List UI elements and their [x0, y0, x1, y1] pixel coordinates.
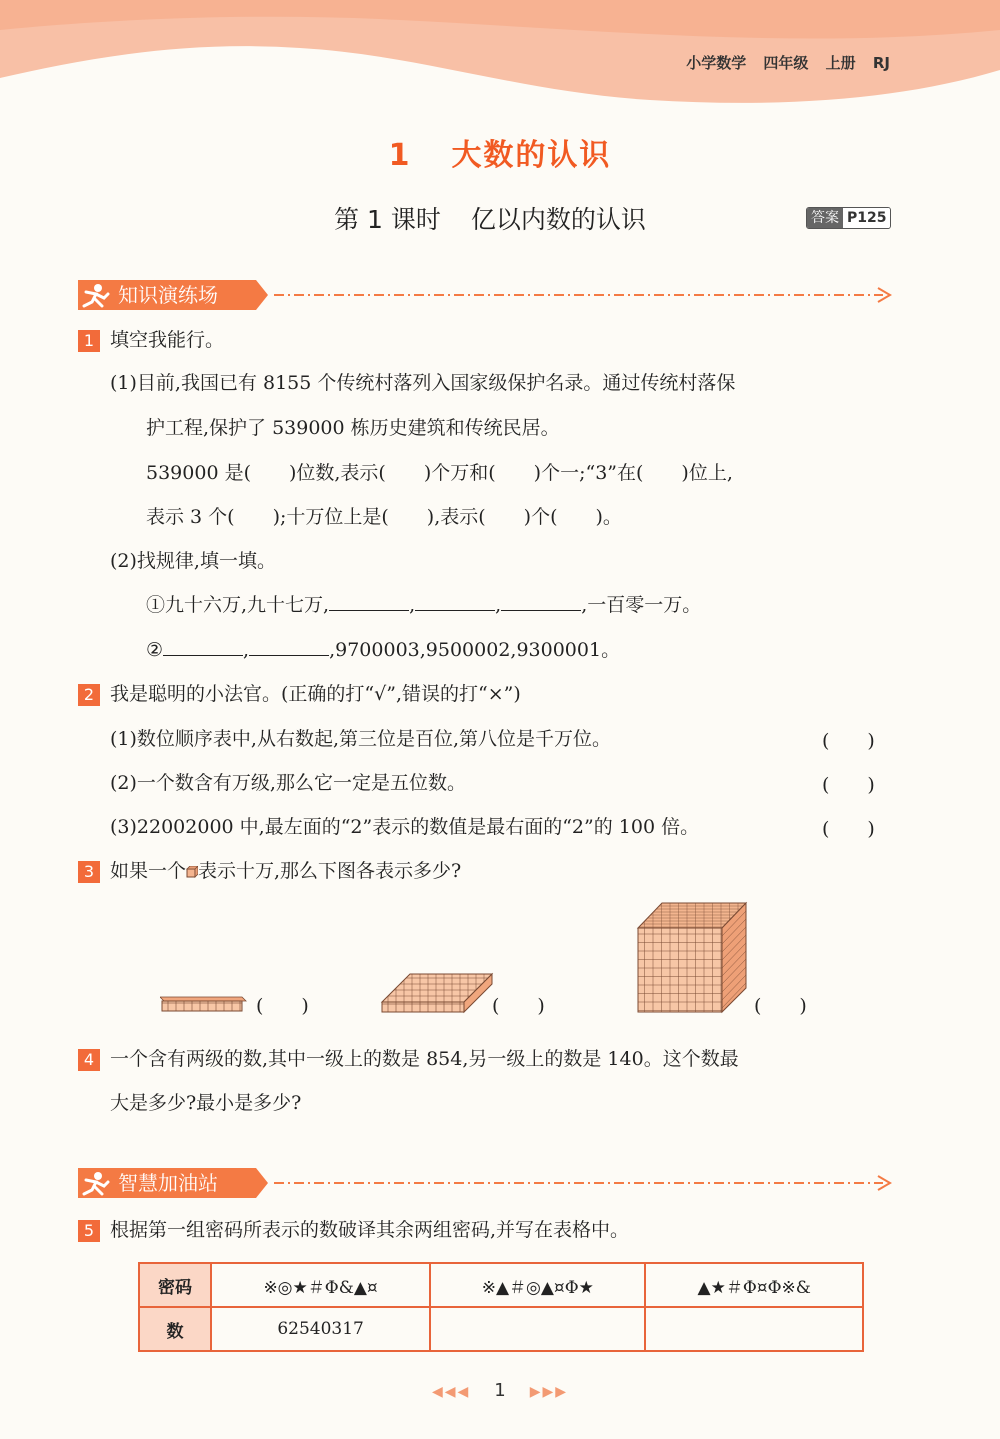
q1-p2-b: ② , ,9700003,9500002,9300001。: [146, 639, 621, 661]
q1-p2-title: (2)找规律,填一填。: [110, 550, 276, 572]
row-label-number: 数: [139, 1307, 211, 1351]
q1-heading: [78, 327, 224, 353]
runner-icon: [80, 1170, 110, 1196]
q1-p2-b-start: ②: [146, 639, 164, 661]
number-cell[interactable]: [645, 1307, 863, 1351]
q1-p2-a: ①九十六万,九十七万, , , ,一百零一万。: [146, 594, 702, 616]
answer-badge: [806, 207, 891, 229]
q4-text-line1: 一个含有两级的数,其中一级上的数是 854,另一级上的数是 140。这个数最: [110, 1048, 739, 1070]
answer-blank[interactable]: [501, 592, 581, 611]
q1-p2-a-end: ,一百零一万。: [581, 594, 702, 616]
q3-answer-paren[interactable]: ( ): [256, 995, 309, 1017]
code-cell: ※▲＃◎▲¤Φ★: [430, 1263, 645, 1307]
runner-icon: [80, 282, 110, 308]
answer-blank[interactable]: [329, 592, 409, 611]
q5-heading: [78, 1217, 629, 1243]
q1-number: 1: [78, 330, 100, 352]
q2-item-2: (2)一个数含有万级,那么它一定是五位数。: [110, 772, 466, 794]
left-arrows-icon: ◀◀◀: [431, 1384, 471, 1400]
page-number: 1: [494, 1380, 506, 1401]
q1-p1-line2: 护工程,保护了 539000 栋历史建筑和传统民居。: [146, 417, 560, 439]
q1-title: 填空我能行。: [110, 329, 225, 351]
bar-of-ten-cubes: [160, 995, 250, 1015]
lesson-prefix: 第 1 课时: [334, 205, 441, 234]
answer-blank[interactable]: [163, 637, 243, 656]
code-cell: ※◎★＃Φ&▲¤: [211, 1263, 430, 1307]
judge-paren[interactable]: ( ): [822, 818, 875, 840]
q5-title: 根据第一组密码所表示的数破译其余两组密码,并写在表格中。: [110, 1219, 630, 1241]
number-cell: 62540317: [211, 1307, 430, 1351]
chapter-name: 大数的认识: [451, 138, 612, 173]
q3-answer-paren[interactable]: ( ): [754, 995, 807, 1017]
answer-blank[interactable]: [249, 637, 329, 656]
section-title: 知识演练场: [118, 283, 218, 307]
judge-paren[interactable]: ( ): [822, 730, 875, 752]
answer-blank[interactable]: [415, 592, 495, 611]
table-row: [139, 1307, 863, 1351]
q1-p1-line4: 表示 3 个( );十万位上是( ),表示( )个( )。: [146, 506, 622, 528]
q3-number: 3: [78, 861, 100, 883]
q2-item-1: (1)数位顺序表中,从右数起,第三位是百位,第八位是千万位。: [110, 728, 612, 750]
book-info: 小学数学 四年级 上册 RJ: [686, 54, 890, 72]
cube-of-thousand-cubes: [636, 900, 751, 1016]
answer-page: P125: [843, 208, 890, 228]
answer-label: 答案: [807, 208, 843, 228]
table-row: [139, 1263, 863, 1307]
chapter-title: [0, 130, 1000, 174]
q3-answer-paren[interactable]: ( ): [492, 995, 545, 1017]
small-cube-icon: [186, 866, 198, 878]
q2-item-3: (3)22002000 中,最左面的“2”表示的数值是最右面的“2”的 100 倍。: [110, 816, 700, 838]
q4-line2: 大是多少?最小是多少?: [110, 1092, 302, 1114]
q4-number: 4: [78, 1049, 100, 1071]
judge-paren[interactable]: ( ): [822, 774, 875, 796]
chapter-number: 1: [388, 138, 412, 173]
row-label-code: 密码: [139, 1263, 211, 1307]
code-cell: ▲★＃Φ¤Φ※&: [645, 1263, 863, 1307]
section-banner-wisdom: [78, 1168, 898, 1198]
q2-number: 2: [78, 684, 100, 706]
q4-line1: [78, 1046, 739, 1072]
flat-of-hundred-cubes: [380, 972, 495, 1016]
number-cell[interactable]: [430, 1307, 645, 1351]
q2-heading: [78, 681, 521, 707]
q5-number: 5: [78, 1220, 100, 1242]
q2-title: 我是聪明的小法官。(正确的打“√”,错误的打“×”): [110, 683, 521, 705]
section-banner-knowledge: [78, 280, 898, 310]
section-title: 智慧加油站: [118, 1171, 218, 1195]
right-arrows-icon: ▶▶▶: [529, 1384, 569, 1400]
q1-p2-b-end: ,9700003,9500002,9300001。: [329, 639, 621, 661]
code-table: [138, 1262, 864, 1352]
q1-p1-line3: 539000 是( )位数,表示( )个万和( )个一;“3”在( )位上,: [146, 462, 733, 484]
q3-text-before: 如果一个: [110, 860, 187, 882]
q3-text-after: 表示十万,那么下图各表示多少?: [198, 860, 462, 882]
page-footer: [0, 1380, 1000, 1401]
q1-p1-line1: (1)目前,我国已有 8155 个传统村落列入国家级保护名录。通过传统村落保: [110, 372, 736, 394]
q1-p2-a-start: ①九十六万,九十七万,: [146, 594, 330, 616]
lesson-name: 亿以内数的认识: [470, 205, 646, 234]
q3-heading: [78, 858, 461, 884]
